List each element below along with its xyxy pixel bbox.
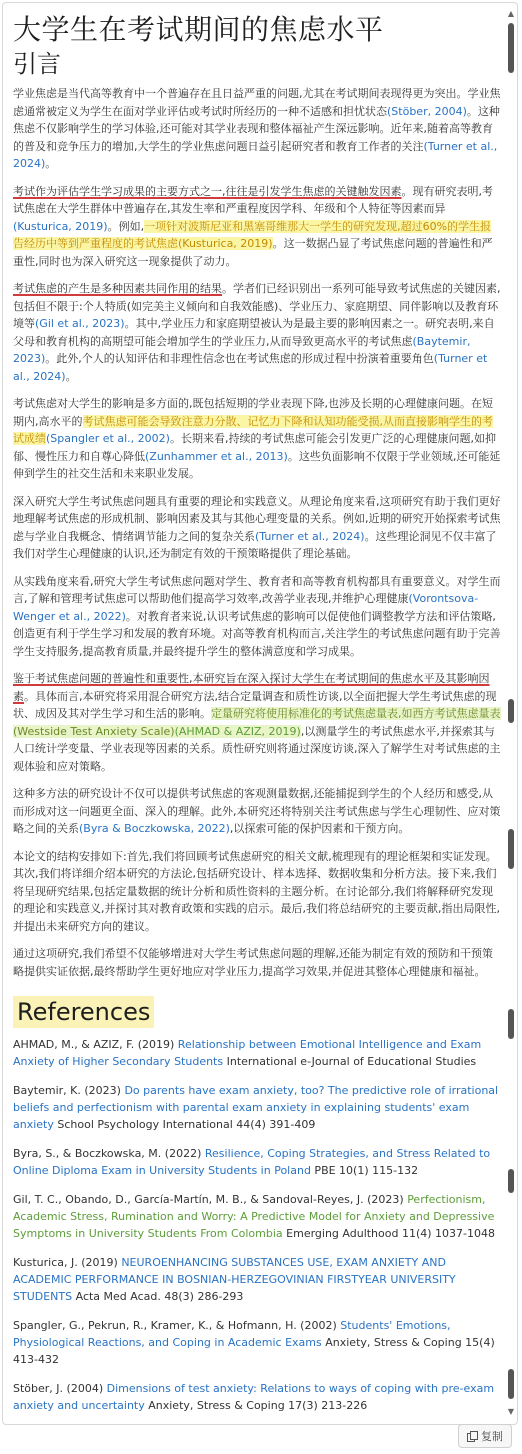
reference-item [13,1191,501,1242]
highlight-text: 定量研究将使用标准化的考试焦虑量表,如西方考试焦虑量表(Westside Test Anxiety Scale) [13,707,501,738]
scrollbar[interactable] [507,9,515,1419]
reference-source: PBE 10(1) 115-132 [310,1164,419,1177]
paragraph-text: 学业焦虑是当代高等教育中一个普遍存在且日益严重的问题,尤其在考试期间表现得更为突出。学业焦虑通常被定义为学生在面对学业评估或考试时所经历的一种不适感和担忧状态 [13,87,501,118]
reference-item [13,1317,501,1368]
paragraph-8 [13,785,501,838]
reference-item [13,1036,501,1070]
citation-link[interactable]: (Spangler et al., 2002) [46,432,170,445]
reference-item [13,1380,501,1414]
paragraph-text: 。具体而言,本研究将采用混合研究方法,结合定量调查和质性访谈,以全面把握大学生考试焦虑的现状、成因及其对学生学习和生活的影响。 [13,689,497,720]
paragraph-text: 从实践角度来看,研究大学生考试焦虑问题对学生、教育者和高等教育机构都具有重要意义。对学生而言,了解和管理考试焦虑可以帮助他们提高学习效率,改善学业表现,并维护心理健康 [13,574,501,605]
paragraph-text: 。其中,学业压力和家庭期望被认为是最主要的影响因素之一。研究表明,来自父母和教育机构的高期望可能会增加学生的学业压力,从而导致更高水平的考试焦虑 [13,317,495,348]
reference-authors: AHMAD, M., & AZIZ, F. (2019) [13,1038,178,1051]
citation-link[interactable]: (Byra & Boczkowska, 2022) [79,822,230,835]
paragraph-text: ,以探索可能的保护因素和干预方向。 [229,822,410,835]
reference-title-link[interactable]: NEUROENHANCING SUBSTANCES USE, EXAM ANXIETY AND ACADEMIC PERFORMANCE IN BOSNIAN-HERZEGOVINIAN FIRSTYEAR UNIVERSITY STUDENTS [13,1256,456,1303]
reference-source: Anxiety, Stress & Coping 17(3) 213-226 [144,1399,368,1412]
underlined-sentence: 鉴于考试焦虑问题的普遍性和重要性,本研究旨在深入探讨大学生在考试期间的焦虑水平及其影响因素 [13,672,490,703]
paragraph-10: 通过这项研究,我们希望不仅能够增进对大学生考试焦虑问题的理解,还能为制定有效的预防和干预策略提供实证依据,最终帮助学生更好地应对学业压力,提高学习效果,并促进其整体心理健康和福祉。 [13,947,493,978]
paragraph-text: 。这一数据凸显了考试焦虑问题的普遍性和严重性,同时也为深入研究这一现象提供了动力。 [13,237,493,268]
reference-title-link[interactable]: Perfectionism, Academic Stress, Rumination and Worry: A Predictive Model for Anxiety and Depressive Symptoms in University Students From Colombia [13,1193,495,1240]
citation-link[interactable]: (Baytemir, 2023) [13,334,471,365]
paragraph-text: 。这种焦虑不仅影响学生的学习体验,还可能对其学业表现和整体福祉产生深远影响。近年来,随着高等教育的普及和竞争压力的增加,大学生的学业焦虑问题日益引起研究者和教育工作者的关注 [13,104,500,153]
paragraph-4 [13,395,501,483]
reference-source: Anxiety, Stress & Coping 15(4) 413-432 [13,1336,495,1366]
scrollbar-segment [508,1009,514,1039]
paragraph-text: 。例如, [107,219,145,233]
reference-authors: Baytemir, K. (2023) [13,1084,125,1097]
copy-icon [467,1431,477,1441]
paragraph-text: 。长期来看,持续的考试焦虑可能会引发更广泛的心理健康问题,如抑郁、慢性压力和自尊心降低 [13,432,496,463]
citation-link[interactable]: (Gil et al., 2023) [35,317,125,330]
reference-item [13,1254,501,1305]
scrollbar-segment [508,699,514,723]
references-heading: References [13,996,154,1028]
reference-source: Acta Med Acad. 48(3) 286-293 [72,1290,244,1303]
reference-item [13,1082,501,1133]
paragraph-1 [13,85,501,173]
citation-link[interactable]: (AHMAD & AZIZ, 2019) [174,724,301,738]
paragraph-text: 。对教育者来说,认识考试焦虑的影响可以促使他们调整教学方法和评估策略,创造更有利于学生学习和发展的教育环境。对高等教育机构而言,关注学生的考试焦虑问题有助于完善学生支持服务,提高教育质量,并最终提升学生的整体满意度和学习成果。 [13,609,501,658]
reference-title-link[interactable]: Resilience, Coping Strategies, and Stress Related to Online Diploma Exam in University Students in Poland [13,1147,491,1177]
paragraph-2 [13,183,501,271]
highlight-text: 一项针对波斯尼亚和黑塞哥维那大一学生的研究发现,超过60%的学生报告经历中等到严重程度的考试焦虑 [13,219,492,250]
citation-link[interactable]: (Vorontsova-Wenger et al., 2022) [13,592,479,623]
citation-link[interactable]: (Kusturica, 2019) [13,219,108,233]
underlined-sentence: 考试焦虑的产生是多种因素共同作用的结果 [13,282,222,295]
reference-authors: Spangler, G., Pekrun, R., Kramer, K., & Hofmann, H. (2002) [13,1319,341,1332]
reference-authors: Stöber, J. (2004) [13,1382,107,1395]
paragraph-text: 。此外,个人的认知评估和非理性信念也在考试焦虑的形成过程中扮演着重要角色 [45,352,434,365]
paragraph-9: 本论文的结构安排如下:首先,我们将回顾考试焦虑研究的相关文献,梳理现有的理论框架和实证发现。其次,我们将详细介绍本研究的方法论,包括研究设计、样本选择、数据收集和分析方法。接下来,我们将呈现研究结果,包括定量数据的统计分析和质性资料的主题分析。在讨论部分,我们将解释研究发现的理论和实践意义,并探讨其对教育政策和实践的启示。最后,我们将总结研究的主要贡献,指出局限性,并提出未来研究方向的建议。 [13,849,500,933]
paragraph-text: ,以测量学生的考试焦虑水平,并探索其与人口统计学变量、学业表现等因素的关系。质性研究则将通过深度访谈,深入了解学生对考试焦虑的主观体验和应对策略。 [13,724,501,773]
reference-source: International e-Journal of Educational Studies [223,1055,477,1068]
paragraph-6 [13,573,501,661]
reference-title-link[interactable]: Students' Emotions, Physiological Reactions, and Coping in Academic Exams [13,1319,451,1349]
paragraph-text: 深入研究大学生考试焦虑问题具有重要的理论和实践意义。从理论角度来看,这项研究有助于我们更好地理解考试焦虑的形成机制、影响因素及其与其他心理变量的关系。例如,近期的研究开始探索考试焦虑与学业自我概念、情绪调节能力之间的复杂关系 [13,494,501,543]
citation-link[interactable]: (Zunhammer et al., 2013) [145,449,288,463]
paragraph-text: 。 [65,369,77,383]
citation-link[interactable]: (Turner et al., 2024) [255,529,365,543]
scrollbar-segment [508,829,514,869]
underlined-sentence: 考试作为评估学生学习成果的主要方式之一,往往是引发学生焦虑的关键触发因素 [13,184,402,198]
paragraph-text: 考试焦虑对大学生的影响是多方面的,既包括短期的学业表现下降,也涉及长期的心理健康问题。在短期内,高水平的 [13,397,493,428]
scrollbar-segment [508,1369,514,1399]
scrollbar-thumb[interactable] [508,23,514,73]
intro-heading: 引言 [13,50,61,78]
paragraph-text: 。学者们已经识别出一系列可能导致考试焦虑的关键因素,包括但不限于:个人特质(如完美主义倾向和自我效能感)、学业压力、家庭期望、同伴影响以及教育环境等 [13,282,501,330]
scrollbar-segment [508,1169,514,1193]
copy-button[interactable] [458,1424,512,1448]
reference-item [13,1145,501,1179]
references-list [13,1036,501,1425]
citation-link[interactable]: (Turner et al., 2024) [13,139,498,170]
reference-title-link[interactable]: Dimensions of test anxiety: Relations to ways of coping with pre-exam anxiety and uncertainty [13,1382,495,1412]
scroll-down-arrow-icon[interactable]: ▼ [507,1407,515,1416]
document-content [13,9,501,1425]
paragraph-text: 。现有研究表明,考试焦虑在大学生群体中普遍存在,其发生率和严重程度因学科、年级和个人特征等因素而异 [13,184,493,215]
citation-link[interactable]: (Stöber, 2004) [387,104,467,118]
reference-authors: Kusturica, J. (2019) [13,1256,122,1269]
document-title: 大学生在考试期间的焦虑水平 [13,13,384,46]
paragraph-7 [13,670,501,775]
paragraph-5 [13,493,501,563]
citation-link[interactable]: (Turner et al., 2024) [13,352,488,383]
reference-source: School Psychology International 44(4) 391-409 [53,1118,316,1131]
paragraph-text: 。这些理论洞见不仅丰富了我们对学生心理健康的认识,还为制定有效的干预策略提供了理论基础。 [13,529,497,560]
paragraph-text: 这种多方法的研究设计不仅可以提供考试焦虑的客观测量数据,还能捕捉到学生的个人经历和感受,从而形成对这一问题更全面、深入的理解。此外,本研究还将特别关注考试焦虑与学生心理韧性、应对策略之间的关系 [13,787,501,835]
paragraph-text: 。 [45,157,57,170]
citation-link[interactable]: (Kusturica, 2019) [178,237,273,250]
paragraph-text: 。这些负面影响不仅限于学业领域,还可能延伸到学生的社交生活和未来职业发展。 [13,449,501,480]
reference-title-link[interactable]: Do parents have exam anxiety, too? The predictive role of irrational beliefs and perfectionism with parental exam anxiety in explaining students' exam anxiety [13,1084,499,1131]
reference-authors: Gil, T. C., Obando, D., García-Martín, M. B., & Sandoval-Reyes, J. (2023) [13,1193,408,1206]
reference-source: Emerging Adulthood 11(4) 1037-1048 [282,1227,496,1240]
document-viewer [2,2,518,1425]
highlighted-sentence: 考试焦虑可能会导致注意力分散、记忆力下降和认知功能受损,从而直接影响学生的考试成绩 [13,414,493,445]
scroll-up-arrow-icon[interactable]: ▲ [507,9,515,18]
reference-authors: Byra, S., & Boczkowska, M. (2022) [13,1147,205,1160]
copy-button-label: 复制 [481,1430,503,1443]
paragraph-3 [13,280,501,385]
reference-title-link[interactable]: Relationship between Emotional Intelligence and Exam Anxiety of Higher Secondary Students [13,1038,482,1068]
